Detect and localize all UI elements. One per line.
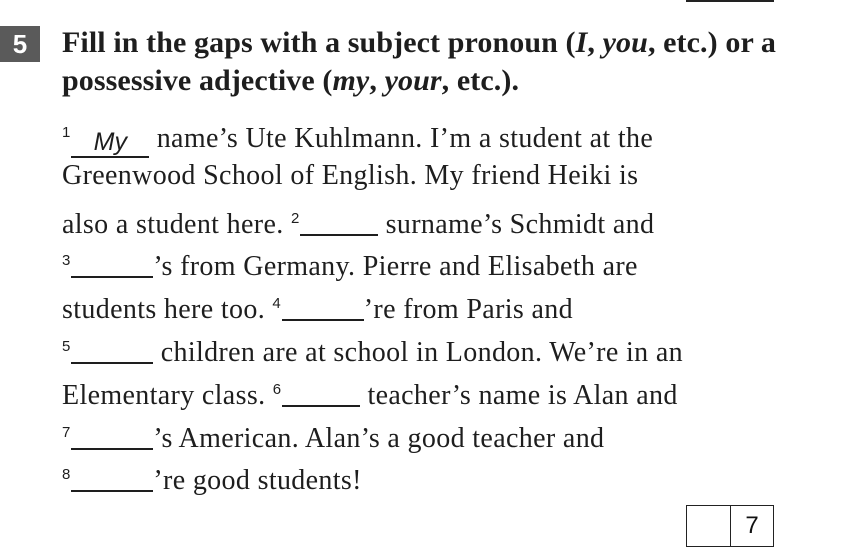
score-total: 7 [745,512,759,539]
passage-line-4 [62,240,822,283]
exercise-passage [62,112,822,497]
gap-6-blank[interactable] [282,377,360,407]
passage-text: name’s Ute Kuhlmann. I’m a student at the [149,123,654,154]
gap-7-blank[interactable] [71,420,153,450]
gap-8-blank[interactable] [71,462,153,492]
passage-line-9 [62,454,822,497]
passage-line-8 [62,412,822,455]
gap-number-5: 5 [62,337,71,355]
passage-text: surname’s Schmidt and [378,208,655,240]
gap-number-4: 4 [272,295,281,313]
passage-text: ’s from Germany. Pierre and Elisabeth are [153,251,638,283]
passage-text: Greenwood School of English. My friend Heiki is [62,159,639,191]
score-box [686,505,774,547]
passage-text: children are at school in London. We’re in an [153,336,683,368]
passage-text: ’re good students! [153,465,362,497]
exercise-number-badge: 5 [0,26,40,62]
score-input-cell[interactable] [687,506,731,546]
gap-number-8: 8 [62,466,71,484]
gap-number-1: 1 [62,124,71,141]
gap-3-blank[interactable] [71,248,153,278]
exercise-instruction: Fill in the gaps with a subject pronoun (I, you, etc.) or a possessive adjective (my, your, etc.). [62,26,777,97]
passage-text: also a student here. [62,208,291,240]
passage-text: students here too. [62,294,273,326]
gap-5-blank[interactable] [71,334,153,364]
gap-1-example-answer: My [71,128,149,158]
passage-text: ’s American. Alan’s a good teacher and [153,422,605,454]
passage-line-5 [62,283,822,326]
gap-4-blank[interactable] [282,291,364,321]
top-rule [686,0,774,2]
gap-number-7: 7 [62,423,71,441]
passage-text: teacher’s name is Alan and [360,379,678,411]
gap-number-6: 6 [272,380,282,398]
passage-line-7 [62,369,822,412]
passage-line-1 [62,112,822,155]
passage-line-2 [62,155,822,198]
passage-text: ’re from Paris and [363,294,573,326]
gap-number-3: 3 [62,252,71,270]
passage-line-3 [62,198,822,241]
passage-text: Elementary class. [62,379,273,411]
passage-line-6 [62,326,822,369]
gap-2-blank[interactable] [300,206,378,236]
gap-number-2: 2 [290,209,300,227]
